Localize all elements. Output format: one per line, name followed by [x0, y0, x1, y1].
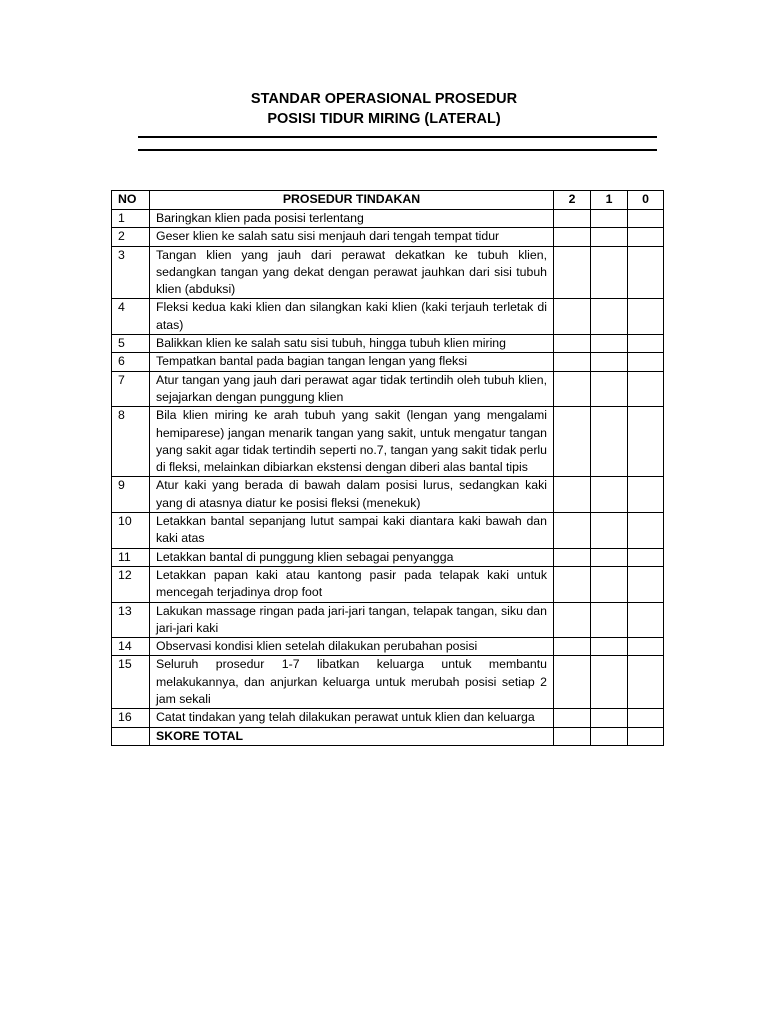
row-number: 6: [112, 353, 150, 371]
table-row: [112, 353, 664, 371]
score-0-cell[interactable]: [628, 353, 664, 371]
row-number: 1: [112, 210, 150, 228]
score-2-cell[interactable]: [554, 407, 591, 477]
row-number: 11: [112, 548, 150, 566]
score-0-cell[interactable]: [628, 477, 664, 513]
row-number: 8: [112, 407, 150, 477]
row-step: Tempatkan bantal pada bagian tangan lengan yang fleksi: [150, 353, 554, 371]
score-1-cell[interactable]: [591, 477, 628, 513]
score-0-cell[interactable]: [628, 548, 664, 566]
row-number: 2: [112, 228, 150, 246]
row-step: Seluruh prosedur 1-7 libatkan keluarga untuk membantu melakukannya, dan anjurkan keluarga untuk merubah posisi setiap 2 jam sekali: [150, 656, 554, 709]
table-row: [112, 477, 664, 513]
score-2-cell[interactable]: [554, 335, 591, 353]
score-1-cell[interactable]: [591, 548, 628, 566]
row-number: 5: [112, 335, 150, 353]
row-number: 3: [112, 246, 150, 299]
score-0-cell[interactable]: [628, 299, 664, 335]
row-number: 12: [112, 566, 150, 602]
total-row: [112, 727, 664, 745]
procedure-table: [111, 190, 664, 746]
table-row: [112, 566, 664, 602]
row-step: Geser klien ke salah satu sisi menjauh dari tengah tempat tidur: [150, 228, 554, 246]
table-header-row: [112, 191, 664, 210]
score-0-cell[interactable]: [628, 566, 664, 602]
table-row: [112, 407, 664, 477]
score-1-cell[interactable]: [591, 353, 628, 371]
table-row: [112, 228, 664, 246]
table-row: [112, 709, 664, 727]
title-divider-top: [138, 136, 657, 138]
row-step: Atur kaki yang berada di bawah dalam posisi lurus, sedangkan kaki yang di atasnya diatur ke posisi fleksi (menekuk): [150, 477, 554, 513]
score-2-cell[interactable]: [554, 638, 591, 656]
score-1-cell[interactable]: [591, 656, 628, 709]
table-row: [112, 513, 664, 549]
document-title: [0, 89, 768, 129]
score-2-cell[interactable]: [554, 246, 591, 299]
score-2-cell[interactable]: [554, 656, 591, 709]
total-no-cell: [112, 727, 150, 745]
header-no: NO: [112, 191, 150, 210]
row-step: Balikkan klien ke salah satu sisi tubuh, hingga tubuh klien miring: [150, 335, 554, 353]
score-1-cell[interactable]: [591, 210, 628, 228]
row-step: Letakkan bantal sepanjang lutut sampai kaki diantara kaki bawah dan kaki atas: [150, 513, 554, 549]
row-step: Tangan klien yang jauh dari perawat dekatkan ke tubuh klien, sedangkan tangan yang dekat dengan perawat jauhkan dari sisi tubuh klien (abduksi): [150, 246, 554, 299]
row-step: Lakukan massage ringan pada jari-jari tangan, telapak tangan, siku dan jari-jari kaki: [150, 602, 554, 638]
row-step: Letakkan papan kaki atau kantong pasir pada telapak kaki untuk mencegah terjadinya drop foot: [150, 566, 554, 602]
table-row: [112, 335, 664, 353]
score-2-cell[interactable]: [554, 513, 591, 549]
score-0-cell[interactable]: [628, 371, 664, 407]
row-number: 16: [112, 709, 150, 727]
score-0-cell[interactable]: [628, 246, 664, 299]
header-score-2: 2: [554, 191, 591, 210]
score-0-cell[interactable]: [628, 407, 664, 477]
score-1-cell[interactable]: [591, 513, 628, 549]
score-2-cell[interactable]: [554, 602, 591, 638]
table-row: [112, 371, 664, 407]
score-1-cell[interactable]: [591, 709, 628, 727]
score-2-cell[interactable]: [554, 566, 591, 602]
score-0-cell[interactable]: [628, 709, 664, 727]
header-procedure: PROSEDUR TINDAKAN: [150, 191, 554, 210]
score-1-cell[interactable]: [591, 299, 628, 335]
title-line-2: POSISI TIDUR MIRING (LATERAL): [267, 111, 501, 127]
score-0-cell[interactable]: [628, 335, 664, 353]
total-score-1-cell[interactable]: [591, 727, 628, 745]
table-row: [112, 246, 664, 299]
table-row: [112, 548, 664, 566]
total-label: SKORE TOTAL: [150, 727, 554, 745]
row-step: Baringkan klien pada posisi terlentang: [150, 210, 554, 228]
score-1-cell[interactable]: [591, 371, 628, 407]
row-step: Letakkan bantal di punggung klien sebagai penyangga: [150, 548, 554, 566]
row-number: 15: [112, 656, 150, 709]
table-row: [112, 656, 664, 709]
total-score-2-cell[interactable]: [554, 727, 591, 745]
row-number: 4: [112, 299, 150, 335]
score-2-cell[interactable]: [554, 228, 591, 246]
score-2-cell[interactable]: [554, 709, 591, 727]
score-2-cell[interactable]: [554, 548, 591, 566]
table-row: [112, 602, 664, 638]
score-2-cell[interactable]: [554, 299, 591, 335]
header-score-1: 1: [591, 191, 628, 210]
score-0-cell[interactable]: [628, 228, 664, 246]
table-row: [112, 638, 664, 656]
score-0-cell[interactable]: [628, 656, 664, 709]
score-1-cell[interactable]: [591, 407, 628, 477]
score-0-cell[interactable]: [628, 210, 664, 228]
score-1-cell[interactable]: [591, 335, 628, 353]
row-number: 14: [112, 638, 150, 656]
score-0-cell[interactable]: [628, 602, 664, 638]
row-step: Observasi kondisi klien setelah dilakukan perubahan posisi: [150, 638, 554, 656]
score-2-cell[interactable]: [554, 477, 591, 513]
score-1-cell[interactable]: [591, 246, 628, 299]
score-0-cell[interactable]: [628, 513, 664, 549]
score-2-cell[interactable]: [554, 210, 591, 228]
row-step: Bila klien miring ke arah tubuh yang sakit (lengan yang mengalami hemiparese) jangan menarik tangan yang sakit, untuk mengatur tangan yang sakit agar tidak tertindih seperti no.7, tangan yang sakit tidak perlu di fleksi, melainkan dibiarkan ekstensi dengan diberi alas bantal tipis: [150, 407, 554, 477]
row-number: 7: [112, 371, 150, 407]
total-score-0-cell[interactable]: [628, 727, 664, 745]
table-row: [112, 299, 664, 335]
title-divider-bottom: [138, 149, 657, 151]
row-number: 9: [112, 477, 150, 513]
score-1-cell[interactable]: [591, 638, 628, 656]
row-step: Catat tindakan yang telah dilakukan perawat untuk klien dan keluarga: [150, 709, 554, 727]
row-step: Fleksi kedua kaki klien dan silangkan kaki klien (kaki terjauh terletak di atas): [150, 299, 554, 335]
score-1-cell[interactable]: [591, 602, 628, 638]
table-row: [112, 210, 664, 228]
score-1-cell[interactable]: [591, 566, 628, 602]
row-step: Atur tangan yang jauh dari perawat agar tidak tertindih oleh tubuh klien, sejajarkan dengan punggung klien: [150, 371, 554, 407]
score-2-cell[interactable]: [554, 353, 591, 371]
score-2-cell[interactable]: [554, 371, 591, 407]
header-score-0: 0: [628, 191, 664, 210]
score-0-cell[interactable]: [628, 638, 664, 656]
row-number: 10: [112, 513, 150, 549]
row-number: 13: [112, 602, 150, 638]
title-line-1: STANDAR OPERASIONAL PROSEDUR: [250, 91, 518, 107]
score-1-cell[interactable]: [591, 228, 628, 246]
